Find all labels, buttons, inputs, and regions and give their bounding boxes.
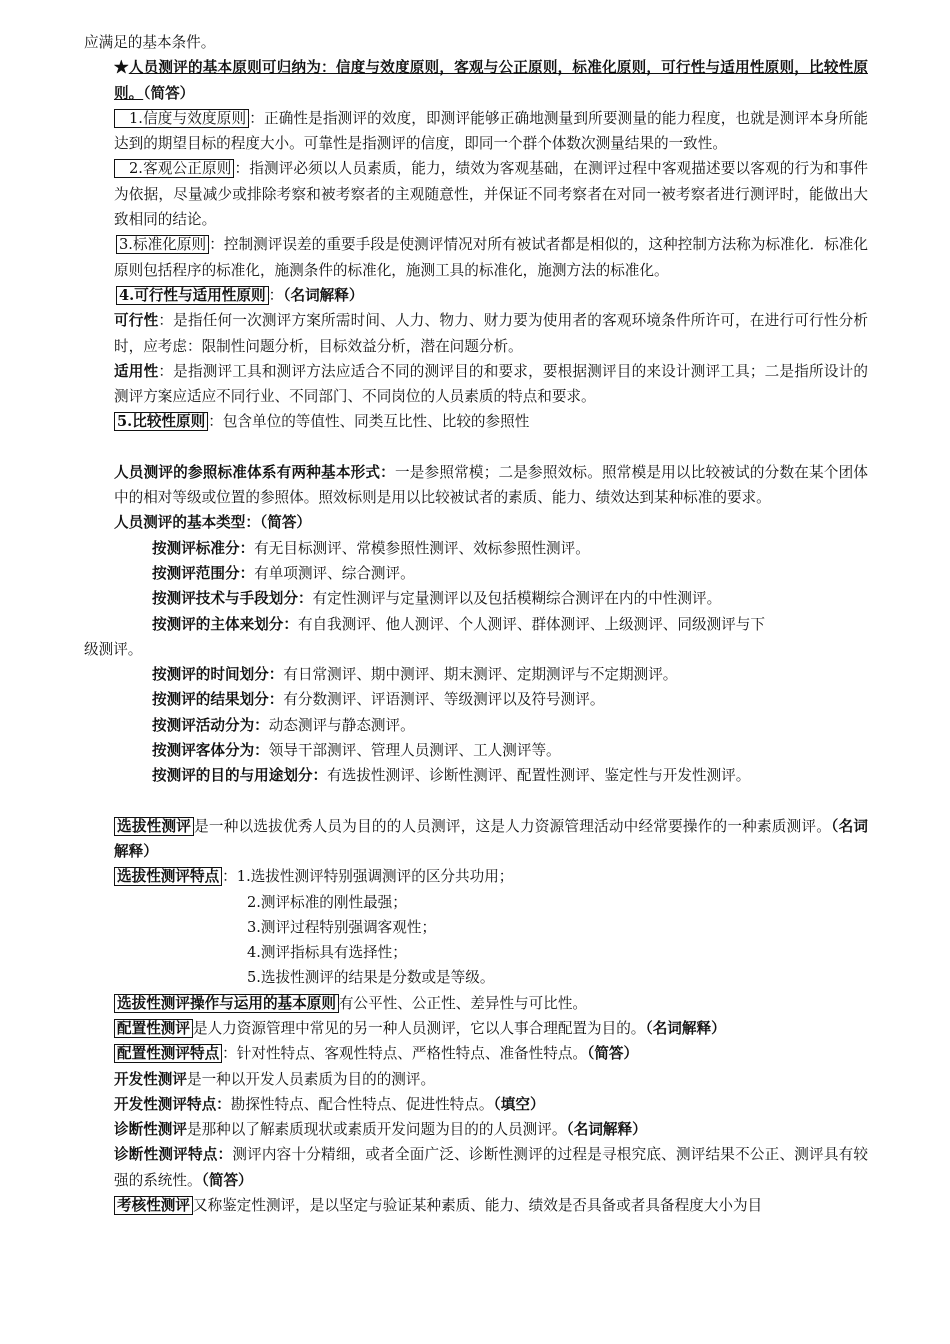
selection-feature-item: 1.选拔性测评特别强调测评的区分共功用；: [236, 868, 514, 886]
principles-heading-text: 人员测评的基本原则可归纳为：信度与效度原则，客观与公正原则，标准化原则，可行性与适用性原则，比较性原则。: [114, 59, 868, 102]
development-paragraph: [84, 1067, 868, 1092]
reference-label: 人员测评的参照标准体系有两种基本形式：: [114, 463, 395, 481]
selection-tag: （名词解释）: [114, 817, 868, 860]
feasibility-text: ：是指任何一次测评方案所需时间、人力、物力、财力要为使用者的客观环境条件所许可，在进行可行性分析时，应考虑：限制性问题分析，目标效益分析，潜在问题分析。: [114, 312, 868, 355]
principle-3-text: ：控制测评误差的重要手段是使测评情况对所有被试者都是相似的，这种控制方法称为标准化．标准化原则包括程序的标准化，施测条件的标准化，施测工具的标准化，施测方法的标准化。: [114, 236, 868, 279]
type-label: 按测评的结果划分：: [152, 691, 284, 709]
diagnostic-features-tag: （简答）: [201, 1171, 253, 1189]
placement-text: 是人力资源管理中常见的另一种人员测评，它以人事合理配置为目的。: [192, 1019, 646, 1037]
principle-4-tag: （名词解释）: [283, 286, 364, 304]
type-item: [84, 662, 868, 687]
type-text: 有自我测评、他人测评、个人测评、群体测评、上级测评、同级测评与下: [297, 615, 765, 633]
placement-features-tag: （简答）: [587, 1045, 639, 1063]
diagnostic-features-text: 测评内容十分精细，或者全面广泛、诊断性测评的过程是寻根究底、测评结果不公正、测评具有较强的系统性。: [114, 1146, 868, 1189]
selection-principles-label: 选拔性测评操作与运用的基本原则: [114, 994, 339, 1013]
applicability-paragraph: [84, 359, 868, 410]
selection-feature-item: 2.测评标准的刚性最强；: [247, 893, 407, 911]
principle-2-text: ：指测评必须以人员素质，能力，绩效为客观基础，在测评过程中客观描述要以客观的行为和事件为依据，尽量减少或排除考察和被考察者的主观随意性，并保证不同考察者在对同一被考察者进行测评时，能做出大致相同的结论。: [114, 160, 868, 229]
selection-feature-item: 5.选拔性测评的结果是分数或是等级。: [247, 969, 495, 987]
selection-principles: [84, 991, 868, 1016]
diagnostic-features-label: 诊断性测评特点：: [114, 1146, 233, 1164]
selection-principles-text: 有公平性、公正性、差异性与可比性。: [338, 994, 588, 1012]
placement-label: 配置性测评: [114, 1019, 193, 1038]
principle-4-sep: ：: [268, 286, 284, 304]
type-label: 按测评的时间划分：: [152, 666, 284, 684]
type-item: [84, 561, 868, 586]
assessment-text: 又称鉴定性测评，是以坚定与验证某种素质、能力、绩效是否具备或者具备程度大小为目: [192, 1197, 763, 1215]
type-item: [84, 738, 868, 763]
development-features-label: 开发性测评特点：: [114, 1095, 231, 1113]
development-features-tag: （填空）: [493, 1095, 545, 1113]
reference-text: 一是参照常模；二是参照效标。照常模是用以比较被试的分数在某个团体中的相对等级或位置的参照体。照效标则是用以比较被试者的素质、能力、绩效达到某种标准的要求。: [114, 463, 868, 507]
type-label: 按测评技术与手段划分：: [152, 590, 313, 608]
type-label: 按测评客体分为：: [152, 742, 269, 760]
type-item: [84, 536, 868, 561]
type-item: [84, 763, 868, 788]
feasibility-label: 可行性: [114, 312, 159, 330]
diagnostic-text: 是那种以了解素质现状或素质开发问题为目的的人员测评。: [186, 1121, 567, 1139]
principle-2-label: 2.客观公正原则: [114, 159, 234, 178]
intro-fragment: 应满足的基本条件。: [84, 34, 216, 51]
type-label: 按测评活动分为：: [152, 716, 269, 734]
principle-objective-fair: [84, 156, 868, 232]
assessment-paragraph: [84, 1193, 868, 1218]
type-text: 有无目标测评、常模参照性测评、效标参照性测评。: [254, 539, 590, 557]
development-text: 是一种以开发人员素质为目的的测评。: [186, 1070, 436, 1088]
principle-1-text: ：正确性是指测评的效度，即测评能够正确地测量到所要测量的能力程度，也就是测评本身所能达到的期望目标的程度大小。可靠性是指测评的信度，即同一个群个体数次测量结果的一致性。: [114, 109, 868, 153]
diagnostic-paragraph: [84, 1117, 868, 1142]
feasibility-paragraph: [84, 308, 868, 359]
type-label: 按测评的目的与用途划分：: [152, 767, 328, 785]
type-label: 按测评的主体来划分：: [152, 615, 298, 633]
selection-label: 选拔性测评: [114, 817, 194, 836]
principles-heading: [84, 55, 868, 106]
reference-standard-paragraph: [84, 460, 868, 511]
principle-standardization: [84, 232, 868, 283]
diagnostic-tag: （名词解释）: [566, 1121, 647, 1139]
applicability-label: 适用性: [114, 362, 159, 380]
selection-features-label: 选拔性测评特点: [114, 867, 222, 886]
type-item: [84, 687, 868, 712]
selection-feature-item: 3.测评过程特别强调客观性；: [247, 918, 437, 936]
placement-tag: （名词解释）: [645, 1019, 726, 1037]
principle-comparability: [84, 409, 868, 434]
principle-5-label: 5.比较性原则: [114, 412, 208, 431]
diagnostic-label: 诊断性测评: [114, 1121, 187, 1139]
type-label: 按测评范围分：: [152, 564, 255, 582]
development-features: [84, 1092, 868, 1117]
principle-1-label: 1.信度与效度原则: [114, 109, 249, 128]
selection-feature-item: 4.测评指标具有选择性；: [247, 944, 407, 962]
principle-3-label: 3.标准化原则: [116, 235, 209, 254]
development-label: 开发性测评: [114, 1070, 187, 1088]
selection-features: [84, 864, 868, 889]
assessment-label: 考核性测评: [114, 1196, 193, 1215]
applicability-text: ：是指测评工具和测评方法应适合不同的测评目的和要求，要根据测评目的来设计测评工具；二是指所设计的测评方案应适应不同行业、不同部门、不同岗位的人员素质的特点和要求。: [114, 362, 868, 406]
placement-features-text: ：针对性特点、客观性特点、严格性特点、准备性特点。: [222, 1045, 588, 1063]
principle-feasibility-applicability: [84, 283, 868, 308]
selection-features-sep: ：: [222, 868, 237, 886]
type-item-continuation: 级测评。: [84, 640, 143, 658]
placement-features-label: 配置性测评特点: [114, 1044, 222, 1063]
type-text: 领导干部测评、管理人员测评、工人测评等。: [268, 742, 561, 760]
type-item: [84, 713, 868, 738]
type-text: 有选拔性测评、诊断性测评、配置性测评、鉴定性与开发性测评。: [327, 767, 751, 785]
selection-paragraph: [84, 814, 868, 865]
placement-paragraph: [84, 1016, 868, 1041]
development-features-text: 勘探性特点、配合性特点、促进性特点。: [230, 1095, 494, 1113]
principle-reliability-validity: [84, 106, 868, 157]
type-text: 动态测评与静态测评。: [268, 716, 415, 734]
placement-features: [84, 1041, 868, 1066]
type-text: 有日常测评、期中测评、期末测评、定期测评与不定期测评。: [283, 666, 678, 684]
type-item: [84, 612, 868, 637]
type-item: [84, 586, 868, 611]
type-text: 有单项测评、综合测评。: [254, 564, 415, 582]
type-text: 有定性测评与定量测评以及包括模糊综合测评在内的中性测评。: [312, 590, 722, 608]
type-text: 有分数测评、评语测评、等级测评以及符号测评。: [283, 691, 605, 709]
star-mark: ★: [114, 59, 129, 77]
principle-4-label: 4.可行性与适用性原则: [116, 286, 269, 305]
document-page: [84, 30, 868, 1218]
principle-5-text: ：包含单位的等值性、同类互比性、比较的参照性: [208, 413, 530, 431]
type-label: 按测评标准分：: [152, 539, 255, 557]
types-heading: 人员测评的基本类型：（简答）: [114, 514, 312, 532]
diagnostic-features: [84, 1142, 868, 1193]
selection-text: 是一种以选拔优秀人员为目的的人员测评，这是人力资源管理活动中经常要操作的一种素质测评。: [194, 817, 832, 835]
principles-heading-tag: （简答）: [143, 84, 195, 102]
types-list: [84, 536, 868, 789]
